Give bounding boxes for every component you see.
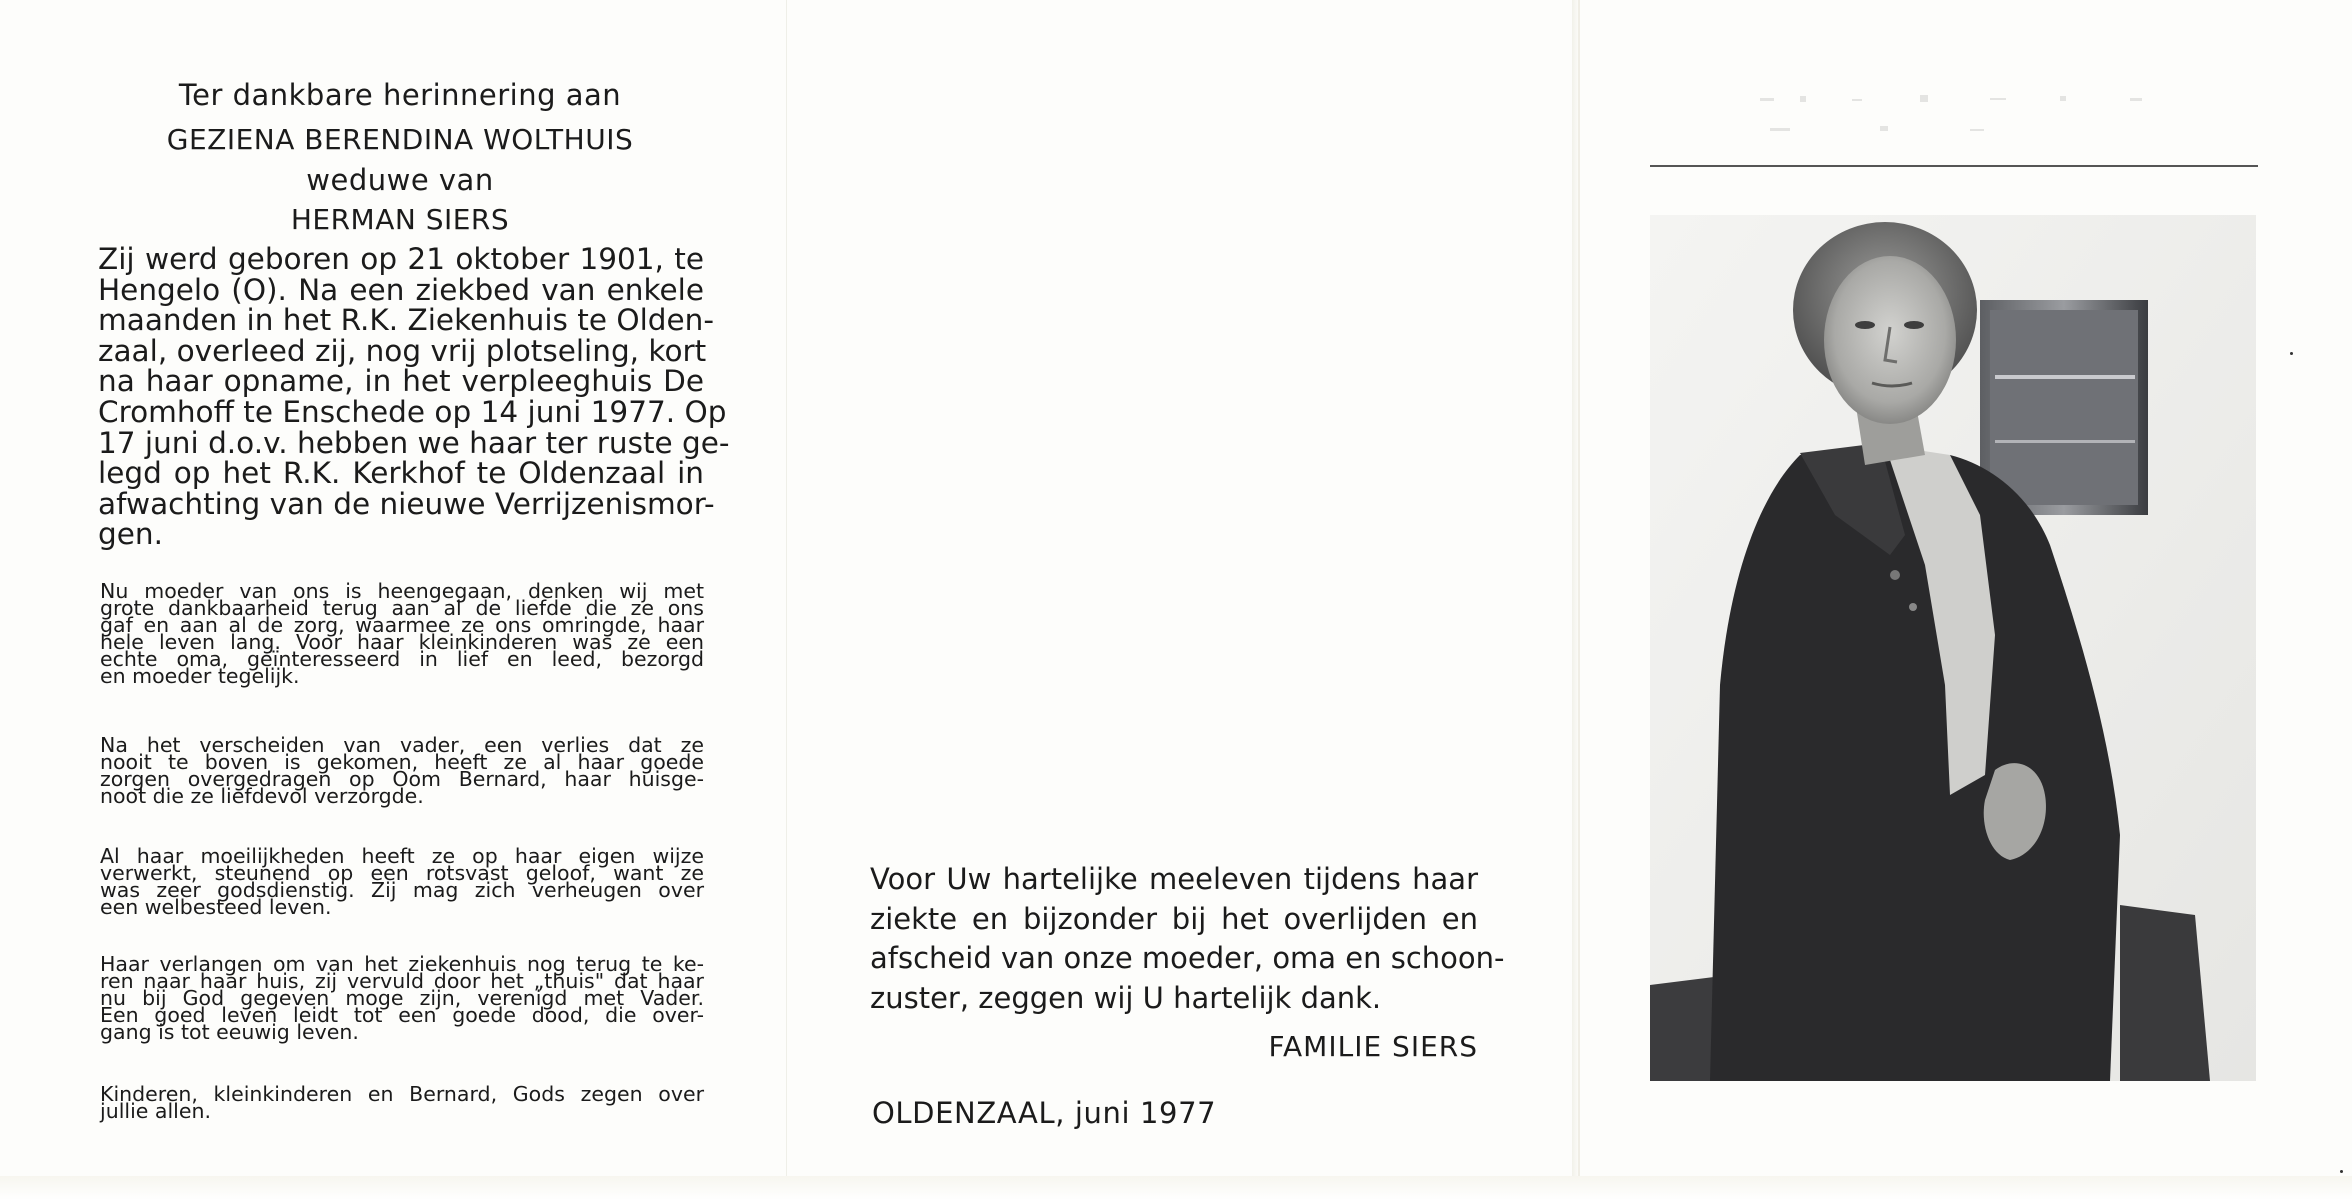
portrait-photo: [1650, 215, 2256, 1081]
longing-line: Een goed leven leidt tot een goede dood, die over-: [100, 1003, 704, 1027]
longing-paragraph: [100, 952, 704, 1044]
father-line: nooit te boven is gekomen, heeft ze al haar goede: [100, 750, 704, 774]
thanks-line: zuster, zeggen wij U hartelijk dank.: [870, 980, 1382, 1015]
place-date: OLDENZAAL, juni 1977: [872, 1096, 1217, 1130]
thanks-line: afscheid van onze moeder, oma en schoon-: [870, 941, 1505, 975]
biography-line: Zij werd geboren op 21 oktober 1901, te: [98, 242, 704, 276]
thanks-line: ziekte en bijzonder bij het overlijden en: [870, 901, 1478, 936]
family-signature: FAMILIE SIERS: [1268, 1030, 1478, 1063]
thanks-line: Voor Uw hartelijke meeleven tijdens haar: [870, 862, 1478, 896]
father-line: zorgen overgedragen op Oom Bernard, haar huisge-: [100, 767, 704, 791]
spouse-name: HERMAN SIERS: [290, 203, 510, 236]
paper-speck: [2340, 1170, 2343, 1173]
longing-line: ren naar haar huis, zij vervuld door het „thuis" dat haar: [100, 969, 704, 993]
faith-line: verwerkt, steunend op een rotsvast geloof, want ze: [100, 861, 704, 885]
faith-paragraph: [100, 844, 704, 919]
biography-line: gen.: [98, 517, 163, 552]
deceased-name: GEZIENA BERENDINA WOLTHUIS: [166, 123, 634, 156]
faith-line: was zeer godsdienstig. Zij mag zich verheugen over: [100, 878, 704, 902]
longing-line: Haar verlangen om van het ziekenhuis nog terug te ke-: [100, 952, 704, 976]
blessing-paragraph: [100, 1082, 704, 1123]
father-line: Na het verscheiden van vader, een verlies dat ze: [100, 733, 704, 757]
father-paragraph: [100, 733, 704, 808]
memory-line: hele leven lang. Voor haar kleinkinderen was ze een: [100, 630, 704, 654]
memory-paragraph: [100, 579, 704, 688]
faith-line: Al haar moeilijkheden heeft ze op haar eigen wijze: [100, 844, 704, 868]
longing-line: gang is tot eeuwig leven.: [100, 1020, 359, 1044]
memory-line: echte oma, geïnteresseerd in lief en leed, bezorgd: [100, 647, 704, 671]
memory-line: grote dankbaarheid terug aan al de liefde die ze ons: [100, 596, 704, 620]
blessing-line: Kinderen, kleinkinderen en Bernard, Gods zegen over: [100, 1082, 704, 1106]
memory-line: gaf en aan al de zorg, waarmee ze ons omringde, haar: [100, 613, 704, 637]
header-remembrance-line: Ter dankbare herinnering aan: [178, 78, 622, 112]
memory-line: Nu moeder van ons is heengegaan, denken wij met: [100, 579, 704, 603]
paper-speck: [2290, 352, 2293, 355]
memory-line: en moeder tegelijk.: [100, 664, 300, 688]
biography-line: Hengelo (O). Na een ziekbed van enkele: [98, 272, 704, 307]
biography-line: na haar opname, in het verpleeghuis De: [98, 364, 704, 399]
biography-line: Cromhoff te Enschede op 14 juni 1977. Op: [98, 394, 727, 429]
longing-line: nu bij God gegeven moge zijn, verenigd met Vader.: [100, 986, 704, 1010]
father-line: noot die ze liefdevol verzorgde.: [100, 784, 424, 808]
biography-line: maanden in het R.K. Ziekenhuis te Olden-: [98, 303, 715, 338]
blessing-line: jullie allen.: [100, 1099, 211, 1123]
biography-line: legd op het R.K. Kerkhof te Oldenzaal in: [98, 456, 704, 491]
paper-bottom-edge: [0, 1176, 2352, 1200]
thanks-paragraph: [870, 860, 1505, 1018]
biography-line: zaal, overleed zij, nog vrij plotseling, kort: [98, 333, 707, 368]
faded-imprint: [1760, 92, 2180, 142]
widow-of-line: weduwe van: [306, 163, 494, 197]
middle-card-panel: [786, 0, 1572, 1200]
faith-line: een welbesteed leven.: [100, 895, 332, 919]
biography-line: afwachting van de nieuwe Verrijzenismor-: [98, 486, 715, 521]
divider-line: [1650, 165, 2258, 167]
portrait-image: [1650, 215, 2256, 1081]
biography-paragraph: [98, 242, 730, 552]
biography-line: 17 juni d.o.v. hebben we haar ter ruste ge-: [98, 425, 730, 460]
